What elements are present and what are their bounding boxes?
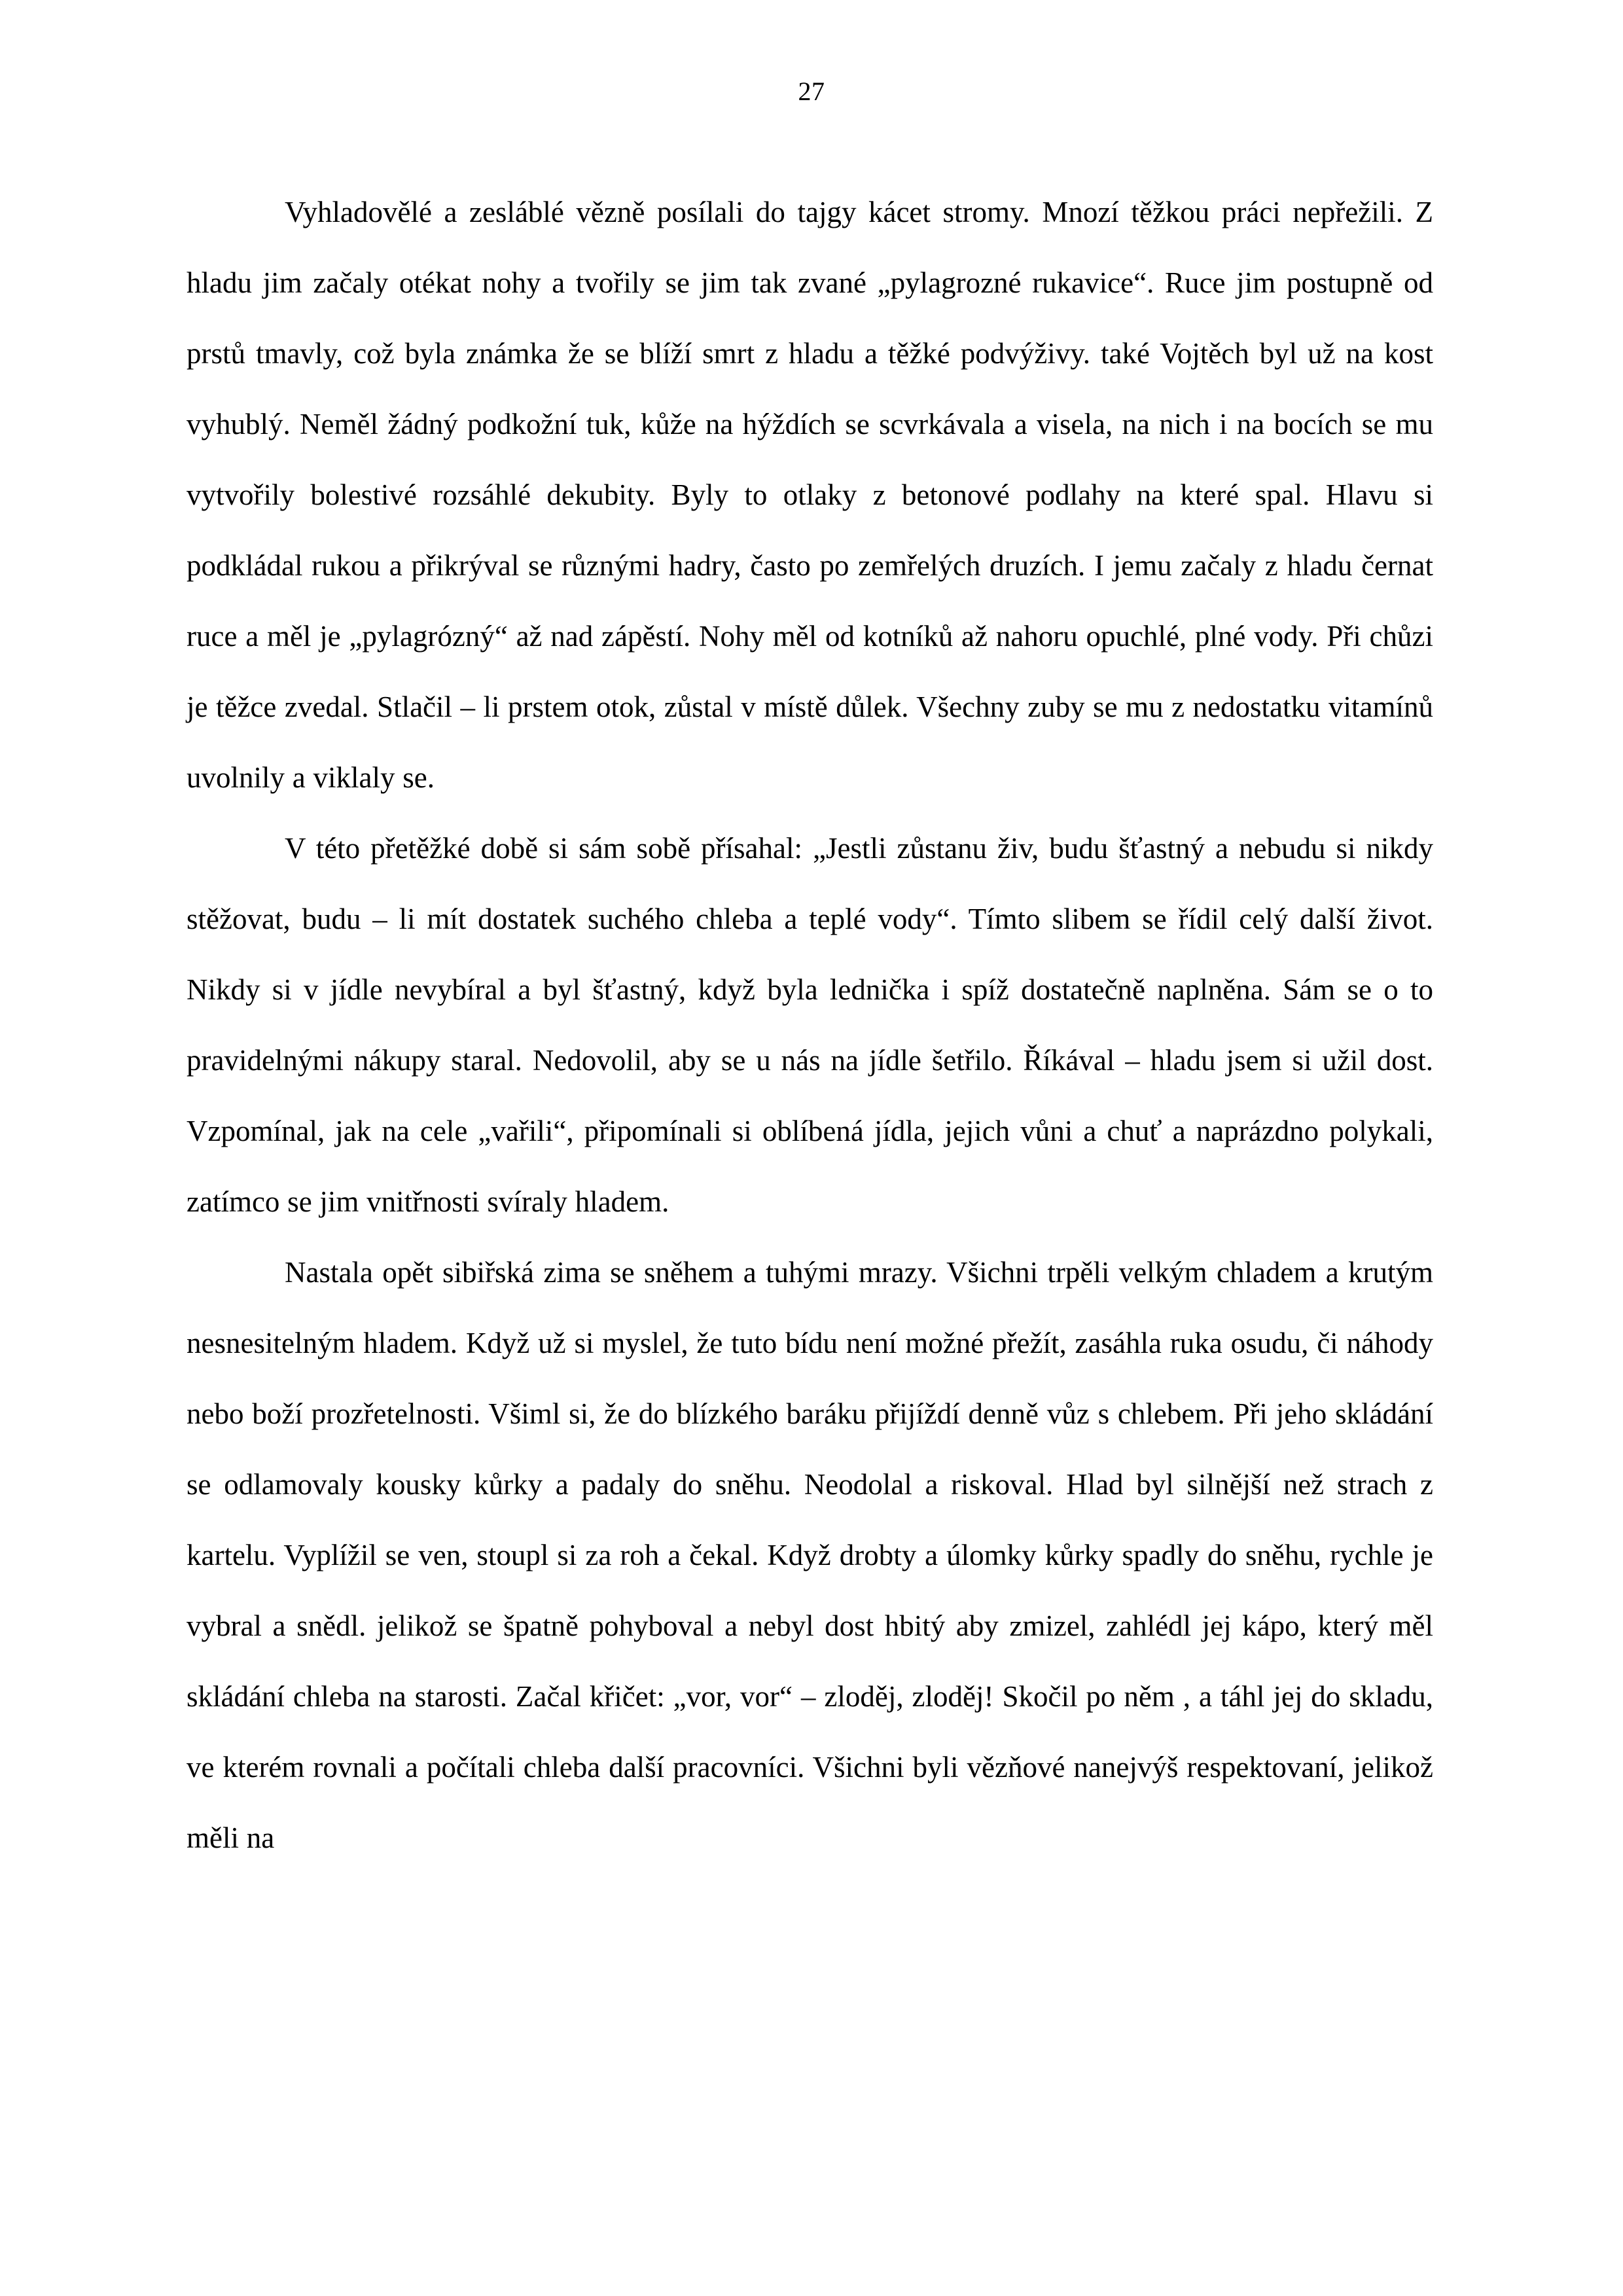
document-body	[187, 177, 1433, 1873]
paragraph: Vyhladovělé a zesláblé vězně posílali do tajgy kácet stromy. Mnozí těžkou práci nepřežili. Z hladu jim začaly otékat nohy a tvořily se jim tak zvané „pylagrozné rukavice“. Ruce jim postupně od prstů tmavly, což byla známka že se blíží smrt z hladu a těžké podvýživy. také Vojtěch byl už na kost vyhublý. Neměl žádný podkožní tuk, kůže na hýždích se scvrkávala a visela, na nich i na bocích se mu vytvořily bolestivé rozsáhlé dekubity. Byly to otlaky z betonové podlahy na které spal. Hlavu si podkládal rukou a přikrýval se různými hadry, často po zemřelých druzích. I jemu začaly z hladu černat ruce a měl je „pylagrózný“ až nad zápěstí. Nohy měl od kotníků až nahoru opuchlé, plné vody. Při chůzi je těžce zvedal. Stlačil – li prstem otok, zůstal v místě důlek. Všechny zuby se mu z nedostatku vitamínů uvolnily a viklaly se.	[187, 196, 1433, 794]
paragraph: Nastala opět sibiřská zima se sněhem a tuhými mrazy. Všichni trpěli velkým chladem a krutým nesnesitelným hladem. Když už si myslel, že tuto bídu není možné přežít, zasáhla ruka osudu, či náhody nebo boží prozřetelnosti. Všiml si, že do blízkého baráku přijíždí denně vůz s chlebem. Při jeho skládání se odlamovaly kousky kůrky a padaly do sněhu. Neodolal a riskoval. Hlad byl silnější než strach z kartelu. Vyplížil se ven, stoupl si za roh a čekal. Když drobty a úlomky kůrky spadly do sněhu, rychle je vybral a snědl. jelikož se špatně pohyboval a nebyl dost hbitý aby zmizel, zahlédl jej kápo, který měl skládání chleba na starosti. Začal křičet: „vor, vor“ – zloděj, zloděj! Skočil po něm , a táhl jej do skladu, ve kterém rovnali a počítali chleba další pracovníci. Všichni byli vězňové nanejvýš respektovaní, jelikož měli na	[187, 1256, 1433, 1854]
page-number: 27	[798, 77, 825, 106]
paragraph: V této přetěžké době si sám sobě přísahal: „Jestli zůstanu živ, budu šťastný a nebudu si nikdy stěžovat, budu – li mít dostatek suchého chleba a teplé vody“. Tímto slibem se řídil celý další život. Nikdy si v jídle nevybíral a byl šťastný, když byla lednička i spíž dostatečně naplněna. Sám se o to pravidelnými nákupy staral. Nedovolil, aby se u nás na jídle šetřilo. Říkával – hladu jsem si užil dost. Vzpomínal, jak na cele „vařili“, připomínali si oblíbená jídla, jejich vůni a chuť a naprázdno polykali, zatímco se jim vnitřnosti svíraly hladem.	[187, 832, 1433, 1218]
